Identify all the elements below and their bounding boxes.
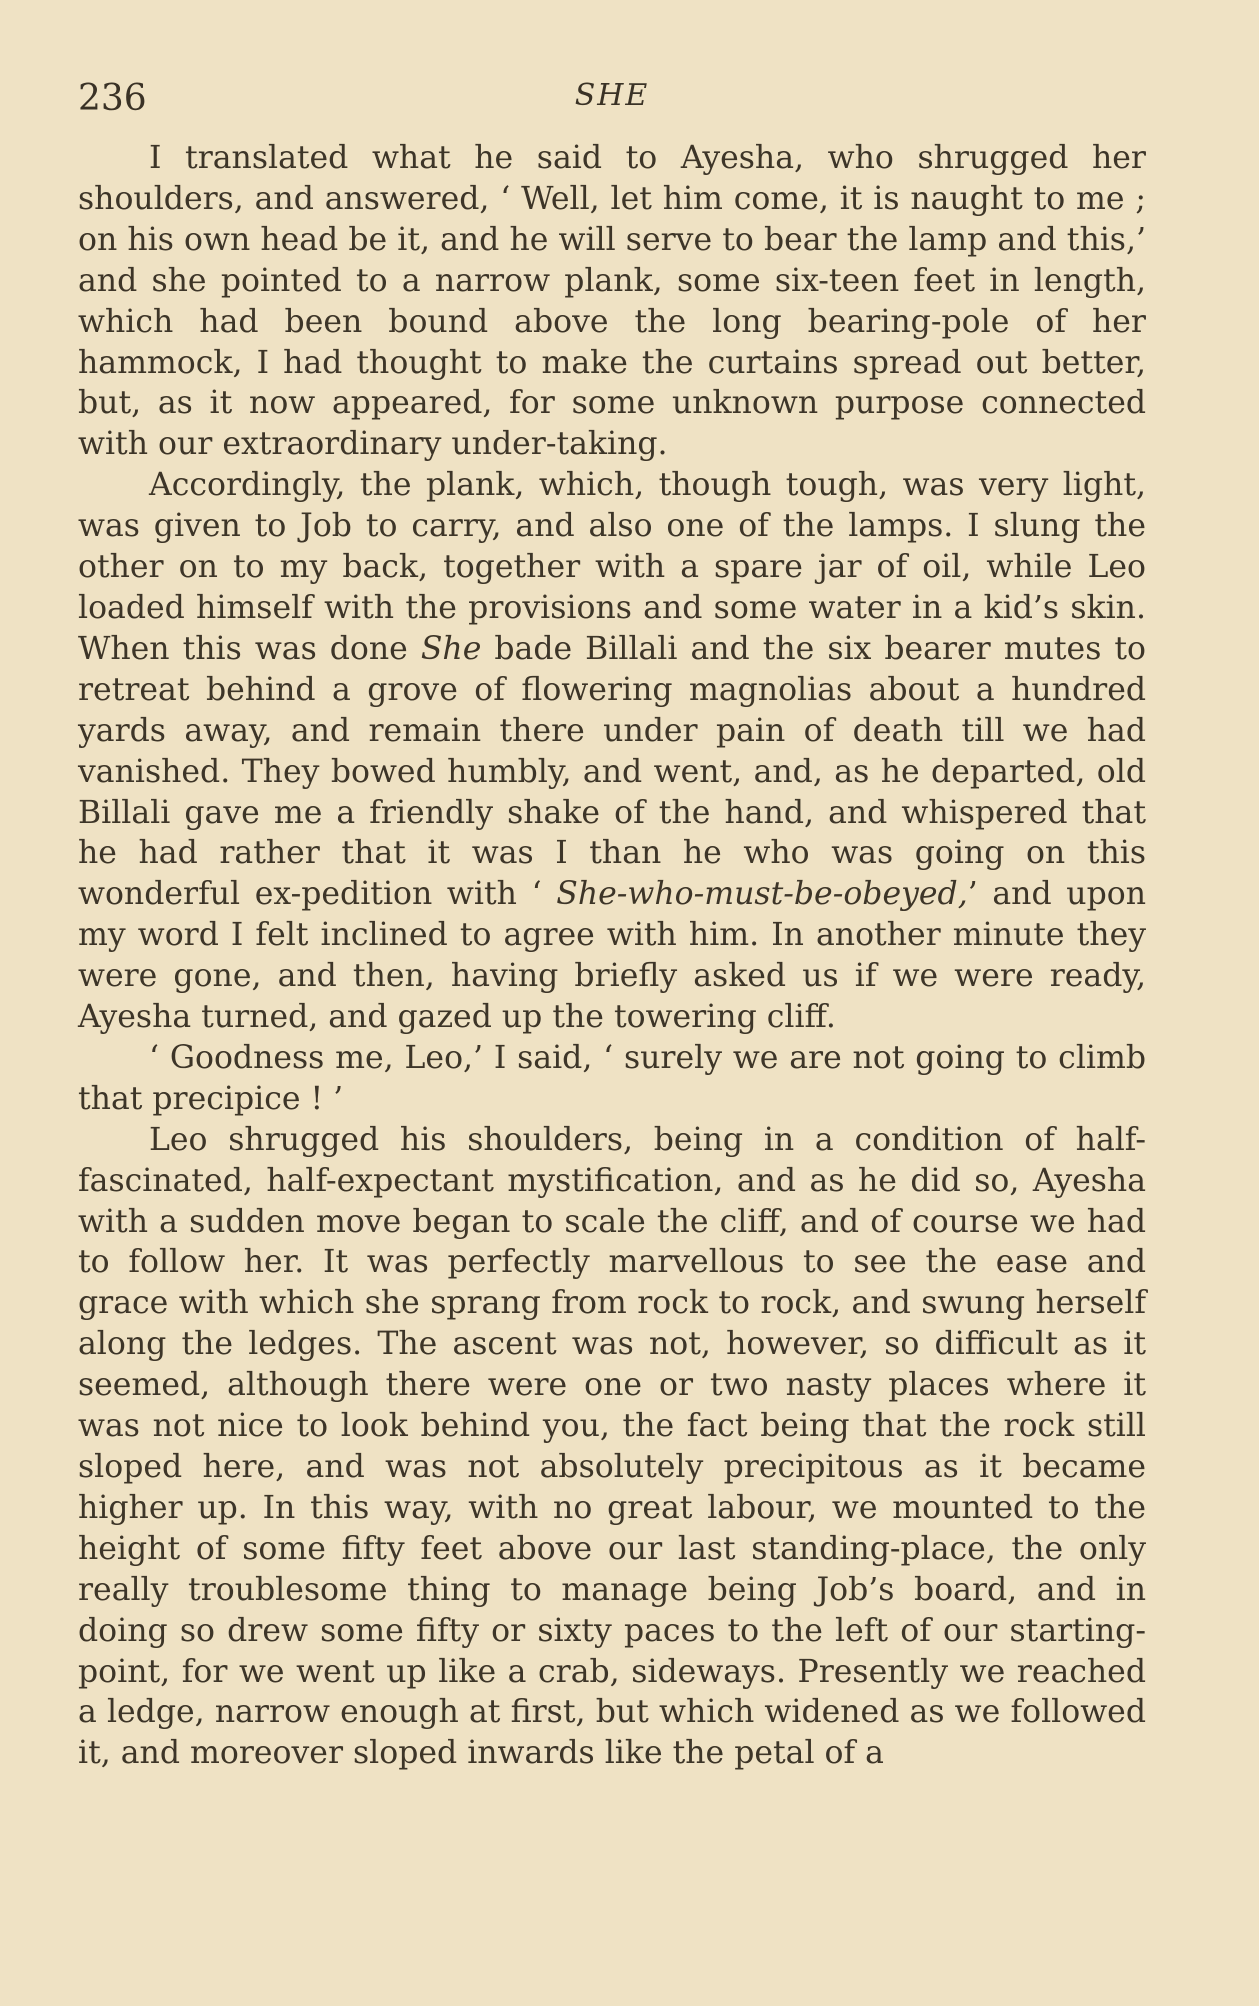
- paragraph-text: ’ and upon my word I felt inclined to agree with him. In another minute they were gone, and then, having briefly asked us if we were ready, Ayesha turned, and gazed up the towering cliff.: [78, 876, 1146, 1036]
- paragraph-3: [78, 1038, 1146, 1120]
- running-title: SHE: [574, 78, 650, 113]
- italic-text: She: [420, 630, 482, 667]
- paragraph-text: ‘ Goodness me, Leo,’ I said, ‘ surely we are not going to climb that precipice ! ’: [78, 1039, 1146, 1117]
- body-text: [78, 138, 1146, 1774]
- paragraph-text: Accordingly, the plank, which, though tough, was very light, was given to Job to carry, and also one of the lamps. I slung the other on to my back, together with a spare jar of oil, while Leo loaded himself with the provisions and some water in a kid’s skin. When this was done: [78, 467, 1146, 667]
- paragraph-2: [78, 465, 1146, 1038]
- paragraph-text: I translated what he said to Ayesha, who shrugged her shoulders, and answered, ‘ Well, let him come, it is naught to me ; on his own head be it, and he will serve to bear the lamp and this,’ and she pointed to a narrow plank, some six-teen feet in length, which had been bound above the long bearing-pole of her hammock, I had thought to make the curtains spread out better, but, as it now appeared, for some unknown purpose connected with our extraordinary under-taking.: [78, 140, 1146, 463]
- paragraph-4: [78, 1120, 1146, 1775]
- paragraph-text: Leo shrugged his shoulders, being in a condition of half-fascinated, half-expectant mystification, and as he did so, Ayesha with a sudden move began to scale the cliff, and of course we had to follow her. It was perfectly marvellous to see the ease and grace with which she sprang from rock to rock, and swung herself along the ledges. The ascent was not, however, so difficult as it seemed, although there were one or two nasty places where it was not nice to look behind you, the fact being that the rock still sloped here, and was not absolutely precipitous as it became higher up. In this way, with no great labour, we mounted to the height of some fifty feet above our last standing-place, the only really troublesome thing to manage being Job’s board, and in doing so drew some fifty or sixty paces to the left of our starting-point, for we went up like a crab, sideways. Presently we reached a ledge, narrow enough at first, but which widened as we followed it, and moreover sloped inwards like the petal of a: [78, 1121, 1146, 1772]
- page-header: [78, 78, 1146, 122]
- page-number: 236: [78, 78, 147, 119]
- italic-text: She-who-must-be-obeyed,: [556, 876, 968, 913]
- paragraph-text: bade Billali and the six bearer mutes to retreat behind a grove of flowering magnolias about a hundred yards away, and remain there under pain of death till we had vanished. They bowed humbly, and went, and, as he departed, old Billali gave me a friendly shake of the hand, and whispered that he had rather that it was I than he who was going on this wonderful ex-pedition with ‘: [78, 630, 1146, 913]
- paragraph-1: [78, 138, 1146, 465]
